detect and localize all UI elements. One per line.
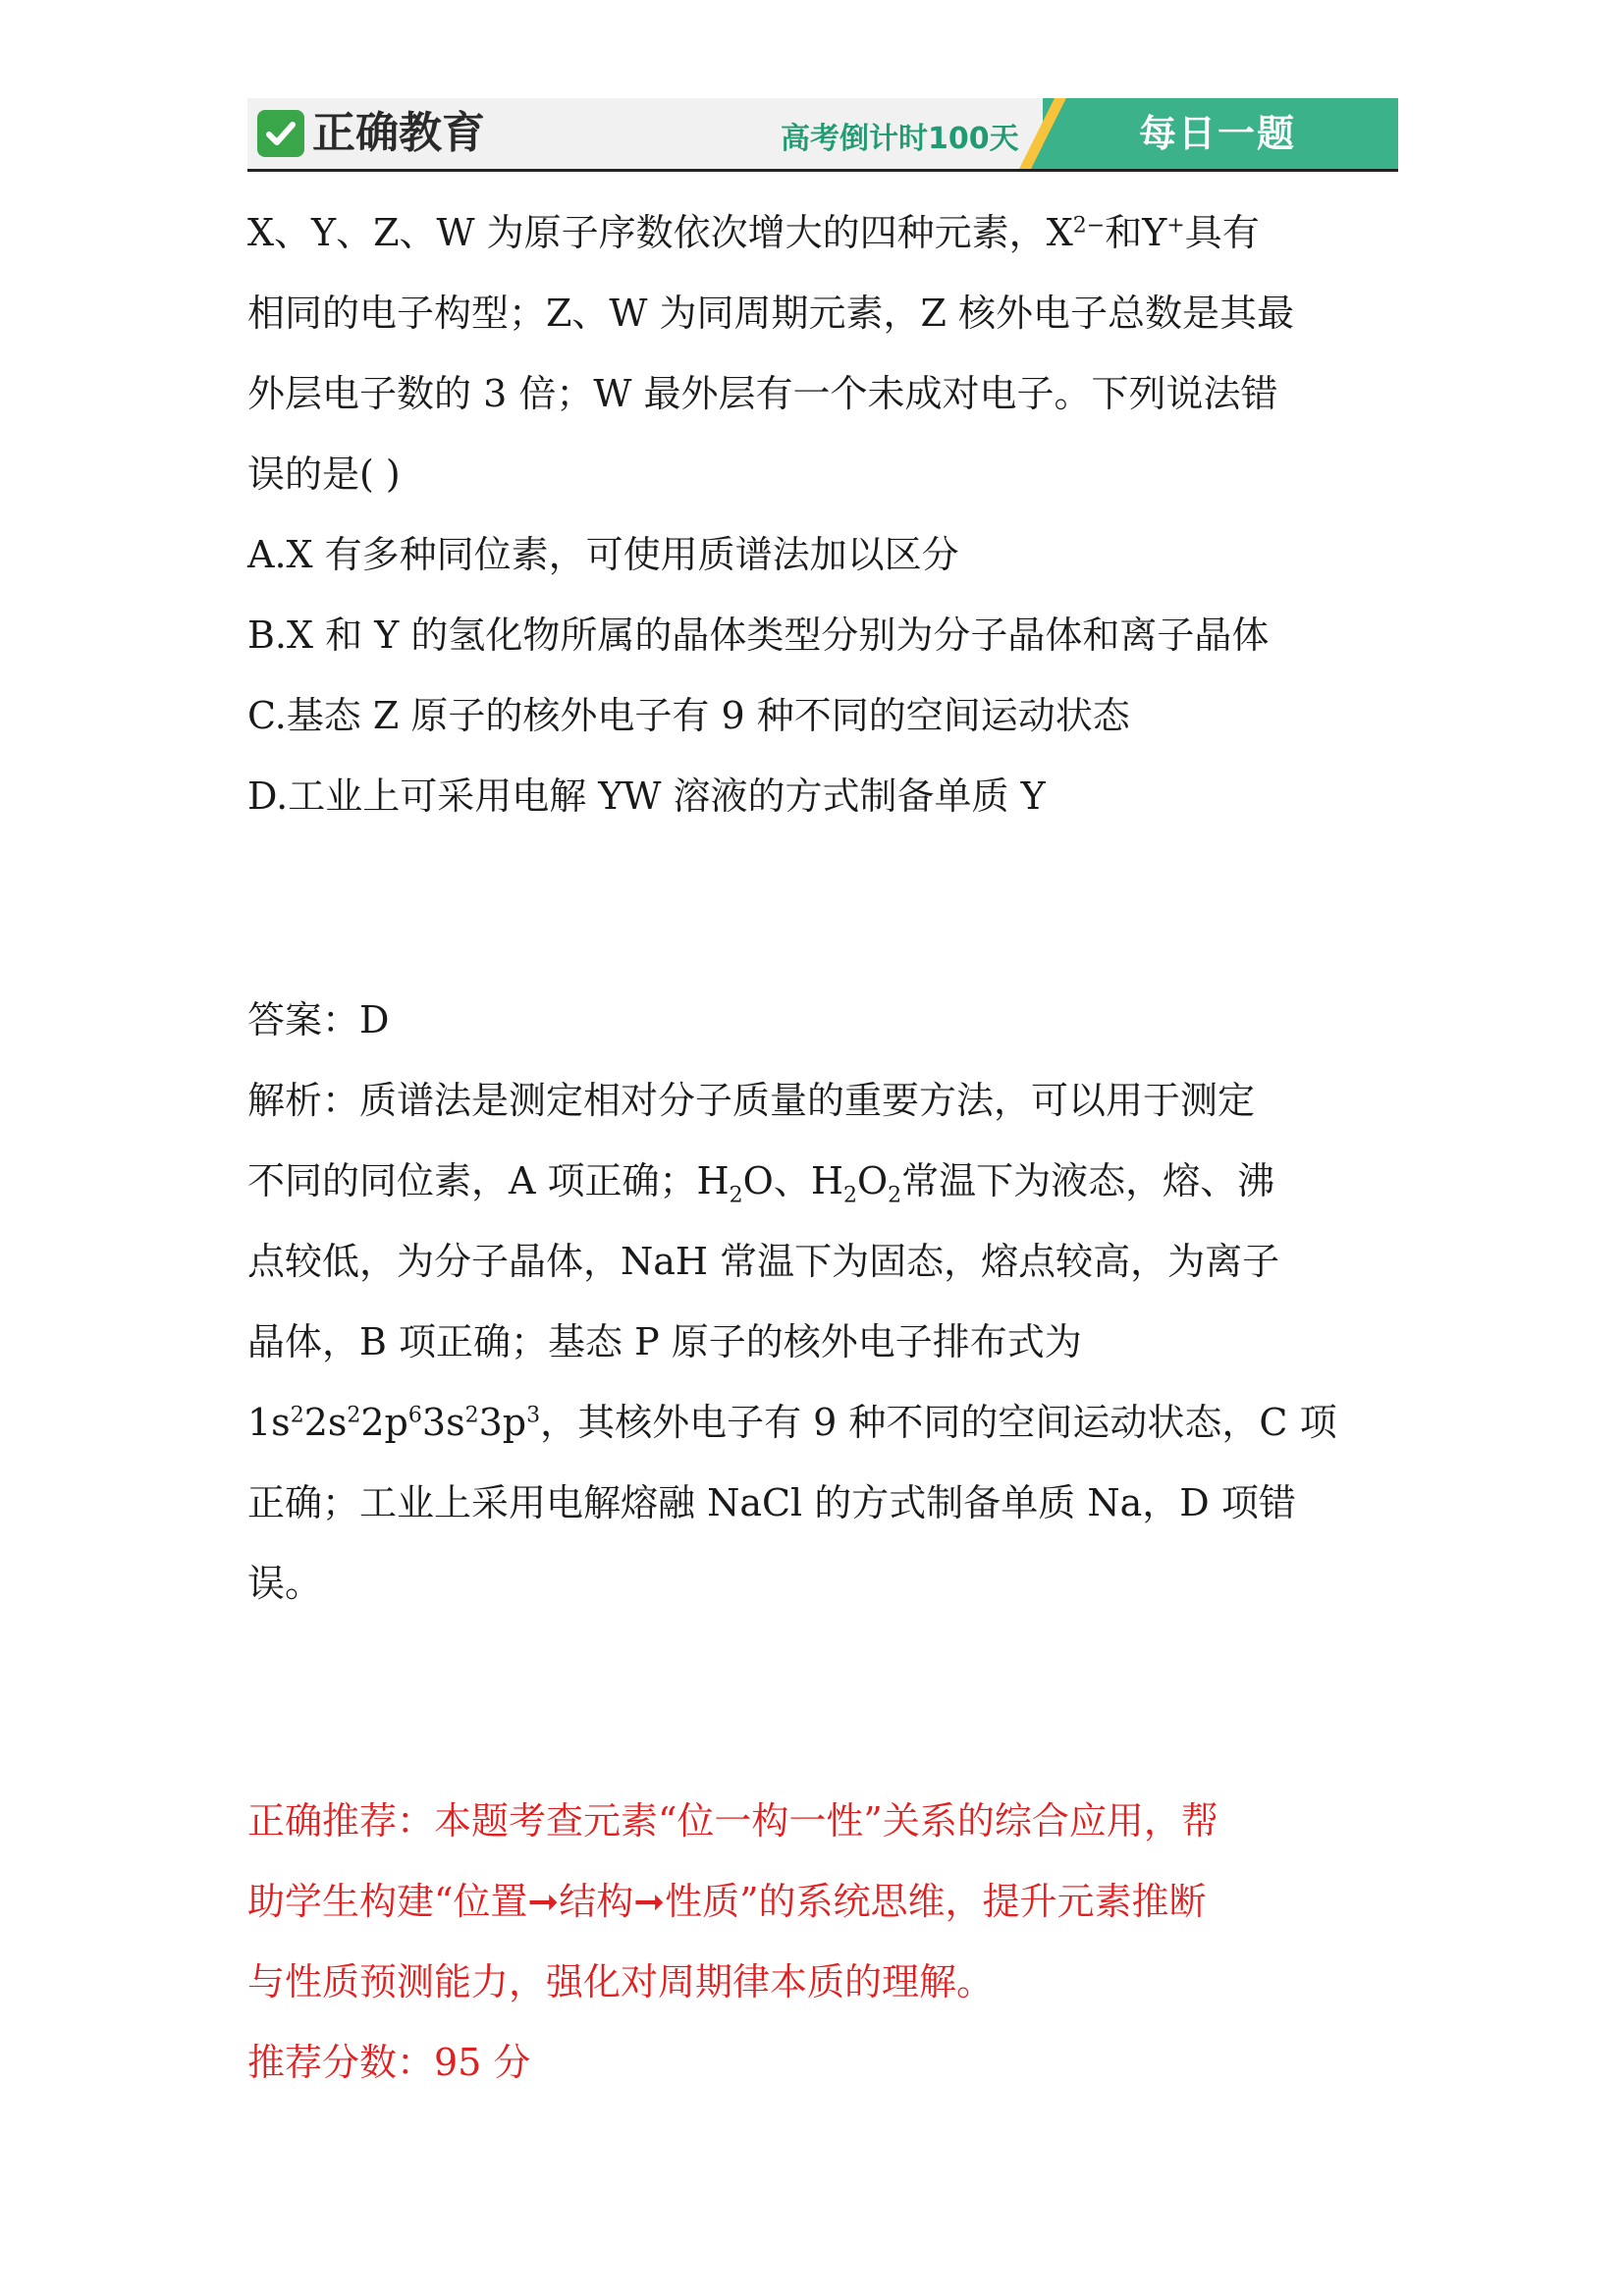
question-line-2: 相同的电子构型；Z、W 为同周期元素，Z 核外电子总数是其最: [247, 292, 1295, 335]
analysis-line-7: 误。: [247, 1562, 323, 1605]
option-a: A.X 有多种同位素，可使用质谱法加以区分: [247, 533, 959, 576]
recommend-score: 推荐分数：95 分: [247, 2041, 531, 2084]
answer-line: 答案：D: [247, 998, 390, 1041]
document-body: [247, 192, 1398, 2103]
header-rule: [247, 169, 1398, 172]
daily-badge-text: 每日一题: [1139, 112, 1297, 155]
question-line-4: 误的是( ): [247, 453, 401, 496]
recommend-line-3: 与性质预测能力，强化对周期律本质的理解。: [247, 1960, 995, 2003]
option-d: D.工业上可采用电解 YW 溶液的方式制备单质 Y: [247, 774, 1046, 818]
analysis-line-5: $1s^22s^22p^63s^23p^3$，其核外电子有 9 种不同的空间运动状态，C 项: [247, 1401, 1337, 1444]
recommend-line-1: 正确推荐：本题考查元素“位一构一性”关系的综合应用，帮: [247, 1799, 1218, 1842]
check-icon: [257, 110, 304, 157]
analysis-line-3: 点较低，为分子晶体，NaH 常温下为固态，熔点较高，为离子: [247, 1240, 1280, 1283]
electron-config: $1s^22s^22p^63s^23p^3$: [247, 1401, 541, 1444]
analysis-line-4: 晶体，B 项正确；基态 P 原子的核外电子排布式为: [247, 1320, 1082, 1363]
question-line-3: 外层电子数的 3 倍；W 最外层有一个未成对电子。下列说法错: [247, 372, 1278, 415]
option-b: B.X 和 Y 的氢化物所属的晶体类型分别为分子晶体和离子晶体: [247, 614, 1270, 657]
analysis-line-1: 解析：质谱法是测定相对分子质量的重要方法，可以用于测定: [247, 1079, 1256, 1122]
recommend-line-2: 助学生构建“位置➞结构➞性质”的系统思维，提升元素推断: [247, 1880, 1207, 1923]
analysis-line-2: 不同的同位素，A 项正确；$H_2O$、$H_2O_2$常温下为液态，熔、沸: [247, 1159, 1275, 1208]
option-c: C.基态 Z 原子的核外电子有 9 种不同的空间运动状态: [247, 694, 1130, 737]
question-line-1: X、Y、Z、W 为原子序数依次增大的四种元素，$X^{2-}$和Y+具有: [247, 211, 1260, 254]
countdown-label: 高考倒计时100天: [781, 122, 1019, 156]
brand-logo-text: 正确教育: [312, 108, 485, 158]
analysis-line-6: 正确；工业上采用电解熔融 NaCl 的方式制备单质 Na，D 项错: [247, 1481, 1296, 1524]
